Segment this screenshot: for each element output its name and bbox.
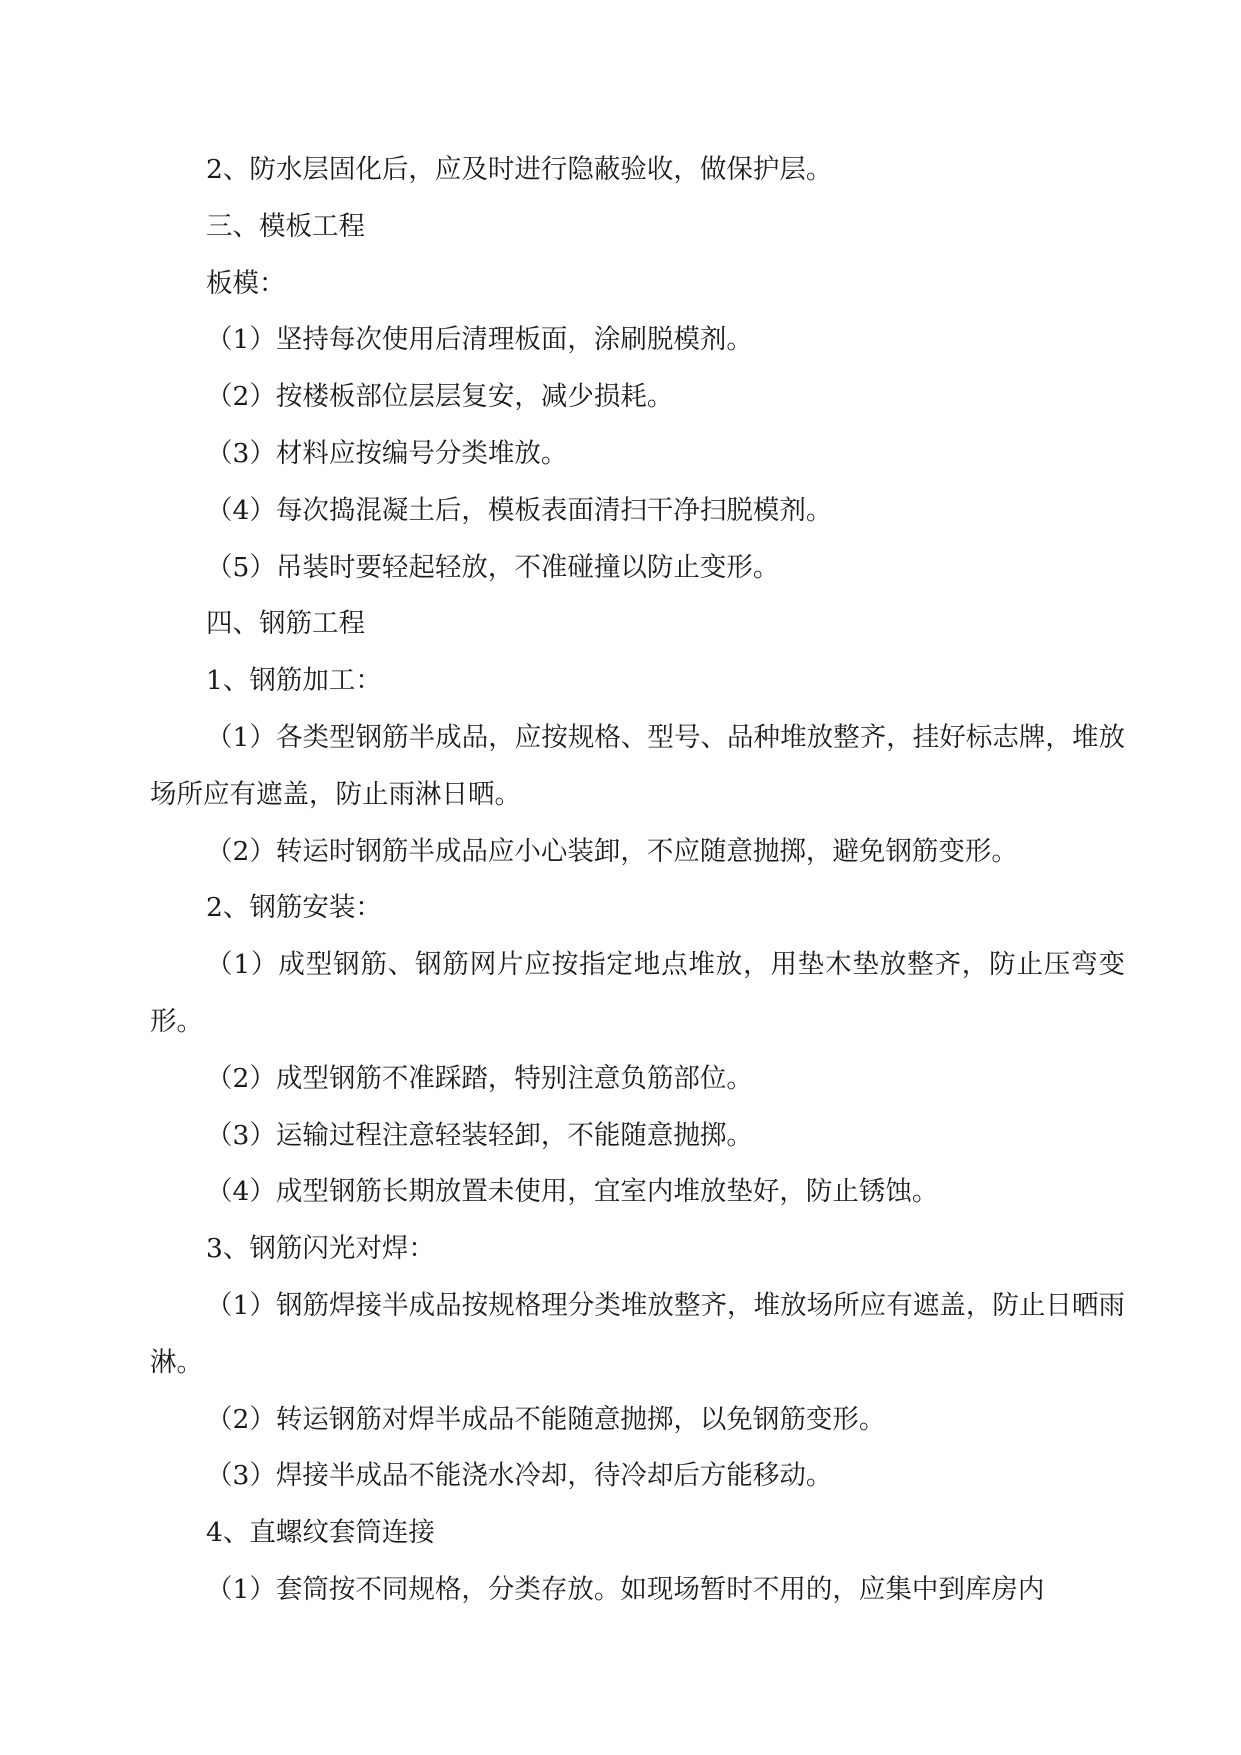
section-heading: 四、钢筋工程 <box>206 608 365 640</box>
list-item: （1）坚持每次使用后清理板面，涂刷脱模剂。 <box>206 324 753 356</box>
list-item: （3）材料应按编号分类堆放。 <box>206 437 568 469</box>
list-item: （1）各类型钢筋半成品，应按规格、型号、品种堆放整齐，挂好标志牌，堆放场所应有遮盖，防止雨淋日晒。 <box>150 721 1125 810</box>
list-item: （3）焊接半成品不能浇水冷却，待冷却后方能移动。 <box>206 1460 833 1492</box>
list-item: （1）成型钢筋、钢筋网片应按指定地点堆放，用垫木垫放整齐，防止压弯变形。 <box>150 949 1125 1037</box>
list-item: （1）套筒按不同规格，分类存放。如现场暂时不用的，应集中到库房内 <box>206 1573 1045 1605</box>
list-item: （2）成型钢筋不准踩踏，特别注意负筋部位。 <box>206 1062 753 1094</box>
list-item: （4）每次捣混凝土后，模板表面清扫干净扫脱模剂。 <box>206 494 833 526</box>
document-body <box>150 142 1125 1619</box>
subheading: 2、钢筋安装： <box>206 892 382 924</box>
subheading: 1、钢筋加工： <box>206 665 382 697</box>
subheading: 3、钢筋闪光对焊： <box>206 1233 435 1265</box>
list-item: （4）成型钢筋长期放置未使用，宜室内堆放垫好，防止锈蚀。 <box>206 1176 939 1208</box>
list-item: （2）按楼板部位层层复安，减少损耗。 <box>206 381 674 413</box>
list-item: （1）钢筋焊接半成品按规格理分类堆放整齐，堆放场所应有遮盖，防止日晒雨淋。 <box>150 1289 1125 1378</box>
list-item: （2）转运钢筋对焊半成品不能随意抛掷，以免钢筋变形。 <box>206 1403 886 1435</box>
section-heading: 三、模板工程 <box>206 210 365 242</box>
paragraph: 2、防水层固化后，应及时进行隐蔽验收，做保护层。 <box>206 154 833 185</box>
subheading: 4、直螺纹套筒连接 <box>206 1517 435 1549</box>
list-item: （3）运输过程注意轻装轻卸，不能随意抛掷。 <box>206 1119 753 1151</box>
list-item: （5）吊装时要轻起轻放，不准碰撞以防止变形。 <box>206 551 780 583</box>
subheading: 板模： <box>206 267 286 299</box>
list-item: （2）转运时钢筋半成品应小心装卸，不应随意抛掷，避免钢筋变形。 <box>206 835 1018 867</box>
